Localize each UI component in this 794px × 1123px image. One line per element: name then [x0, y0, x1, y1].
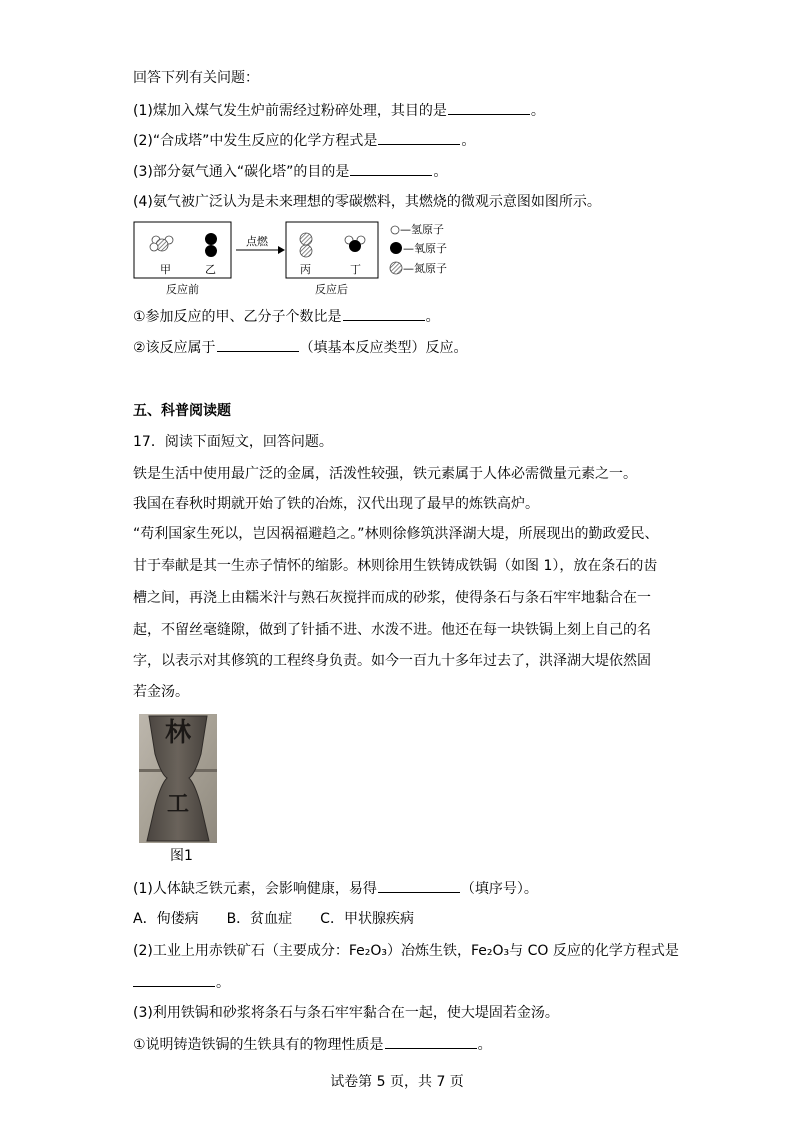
passage-para3-line: “苟利国家生死以，岂因祸福避趋之。”林则徐修筑洪泽湖大堤，所展现出的勤政爱民、 — [133, 526, 659, 542]
passage-para2: 我国在春秋时期就开始了铁的冶炼，汉代出现了最早的炼铁高炉。 — [133, 496, 539, 512]
clamp-char-lin: 林 — [164, 718, 191, 748]
passage-para3-line: 甘于奉献是其一生赤子情怀的缩影。林则徐用生铁铸成铁锔（如图 1），放在条石的齿 — [133, 558, 658, 574]
legend-hydrogen: —氢原子 — [400, 223, 444, 236]
label-ding: 丁 — [350, 263, 361, 276]
reaction-diagram — [0, 0, 794, 310]
q16-sub4: (4)氨气被广泛认为是未来理想的零碳燃料，其燃烧的微观示意图如图所示。 — [133, 194, 601, 210]
q16-sub4-1 — [133, 306, 440, 327]
q17-title: 17．阅读下面短文，回答问题。 — [133, 434, 333, 450]
passage-para3-line: 字，以表示对其修筑的工程终身负责。如今一百九十多年过去了，洪泽湖大堤依然固 — [133, 653, 651, 669]
period: 。 — [530, 103, 545, 119]
label-yi: 乙 — [205, 263, 216, 276]
answer-blank[interactable] — [378, 878, 460, 893]
page-footer: 试卷第 5 页，共 7 页 — [330, 1074, 464, 1090]
q16-intro: 回答下列有关问题： — [133, 70, 259, 86]
q17-options: A．佝偻病 B．贫血症 C．甲状腺疾病 — [133, 911, 414, 927]
passage-para3-line: 起，不留丝毫缝隙，做到了针插不进、水泼不进。他还在每一块铁锔上刻上自己的名 — [133, 622, 651, 638]
period: 。 — [216, 975, 230, 991]
passage-para1: 铁是生活中使用最广泛的金属，活泼性较强，铁元素属于人体必需微量元素之一。 — [133, 466, 637, 482]
figure-caption: 图1 — [170, 848, 193, 864]
label-before: 反应前 — [166, 283, 199, 296]
q16-sub4-2-tail: （填基本反应类型）反应。 — [299, 340, 468, 356]
answer-blank[interactable] — [133, 972, 215, 987]
q16-sub3-text: (3)部分氨气通入“碳化塔”的目的是 — [133, 164, 350, 180]
period: 。 — [425, 309, 440, 325]
legend-hydrogen-icon — [391, 226, 399, 234]
q16-sub4-1-text: ①参加反应的甲、乙分子个数比是 — [133, 309, 342, 325]
legend-nitrogen-icon — [390, 262, 402, 274]
q16-sub4-2 — [133, 337, 468, 358]
legend-oxygen-icon — [390, 242, 402, 254]
period: 。 — [433, 164, 448, 180]
answer-blank[interactable] — [343, 306, 425, 321]
q17-sub3-1 — [133, 1034, 492, 1055]
q17-sub1-tail: （填序号）。 — [460, 881, 538, 897]
passage-para3-line: 槽之间，再浇上由糯米汁与熟石灰搅拌而成的砂浆，使得条石与条石牢牢地黏合在一 — [133, 590, 651, 606]
q17-sub2-answer — [133, 972, 230, 993]
arrow-label: 点燃 — [246, 235, 268, 248]
legend-nitrogen: —氮原子 — [403, 262, 447, 275]
period: 。 — [461, 133, 476, 149]
clamp-char-gong: 工 — [166, 792, 189, 817]
answer-blank[interactable] — [217, 337, 299, 352]
q16-sub2-text: (2)“合成塔”中发生反应的化学方程式是 — [133, 133, 378, 149]
answer-blank[interactable] — [385, 1034, 477, 1049]
period: 。 — [477, 1037, 492, 1053]
section-heading: 五、科普阅读题 — [133, 403, 231, 419]
q16-sub4-2-text: ②该反应属于 — [133, 340, 216, 356]
q17-sub2: (2)工业上用赤铁矿石（主要成分：Fe₂O₃）冶炼生铁，Fe₂O₃与 CO 反应的化学方程式是 — [133, 943, 679, 959]
label-after: 反应后 — [315, 283, 348, 296]
passage-para3-line: 若金汤。 — [133, 684, 189, 700]
q17-sub3-1-text: ①说明铸造铁锔的生铁具有的物理性质是 — [133, 1037, 384, 1053]
arrow-head — [278, 246, 285, 254]
label-jia: 甲 — [160, 263, 171, 276]
q17-sub1-text: (1)人体缺乏铁元素，会影响健康，易得 — [133, 881, 377, 897]
q17-sub3: (3)利用铁锔和砂浆将条石与条石牢牢黏合在一起，使大堤固若金汤。 — [133, 1005, 559, 1021]
q16-sub1-text: (1)煤加入煤气发生炉前需经过粉碎处理，其目的是 — [133, 103, 447, 119]
legend-oxygen: —氧原子 — [403, 242, 447, 255]
label-bing: 丙 — [300, 263, 311, 276]
q17-sub1 — [133, 878, 538, 899]
